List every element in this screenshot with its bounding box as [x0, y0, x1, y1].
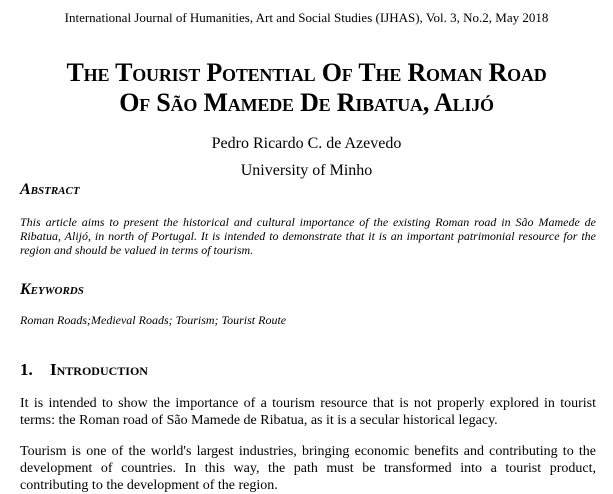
keywords-text: Roman Roads;Medieval Roads; Tourism; Tourist Route: [20, 313, 287, 327]
author-name: Pedro Ricardo C. de Azevedo: [211, 135, 402, 152]
abstract-text: This article aims to present the historical and cultural importance of the existing Roman road in São Mamede de Ribatua, Alijó, in north of Portugal. It is intended to demonstrate that it is an important patrimonial resource for the region and should be valued in terms of tourism.: [20, 215, 596, 257]
paper-title-line-2: Of São Mamede De Ribatua, Alijó: [119, 88, 494, 117]
intro-paragraph-1: It is intended to show the importance of a tourism resource that is not properly explored in tourist terms: the Roman road of São Mamede de Ribatua, as it is a secular historical legacy.: [20, 396, 596, 428]
section-title: Introduction: [50, 360, 148, 379]
paper-title-line-1: The Tourist Potential Of The Roman Road: [66, 58, 547, 87]
keywords-heading: Keywords: [20, 281, 84, 298]
abstract-heading: Abstract: [20, 181, 80, 198]
intro-paragraph-2: Tourism is one of the world's largest industries, bringing economic benefits and contributing to the development of countries. In this way, the path must be transformed into a tourist product, contributing to the development of the region.: [20, 444, 596, 493]
journal-header: International Journal of Humanities, Art and Social Studies (IJHAS), Vol. 3, No.2, May 2018: [64, 10, 549, 25]
paper-title: [0, 58, 613, 118]
author-affiliation: University of Minho: [240, 162, 373, 179]
section-number: 1.: [20, 360, 33, 379]
introduction-heading: [20, 360, 148, 380]
